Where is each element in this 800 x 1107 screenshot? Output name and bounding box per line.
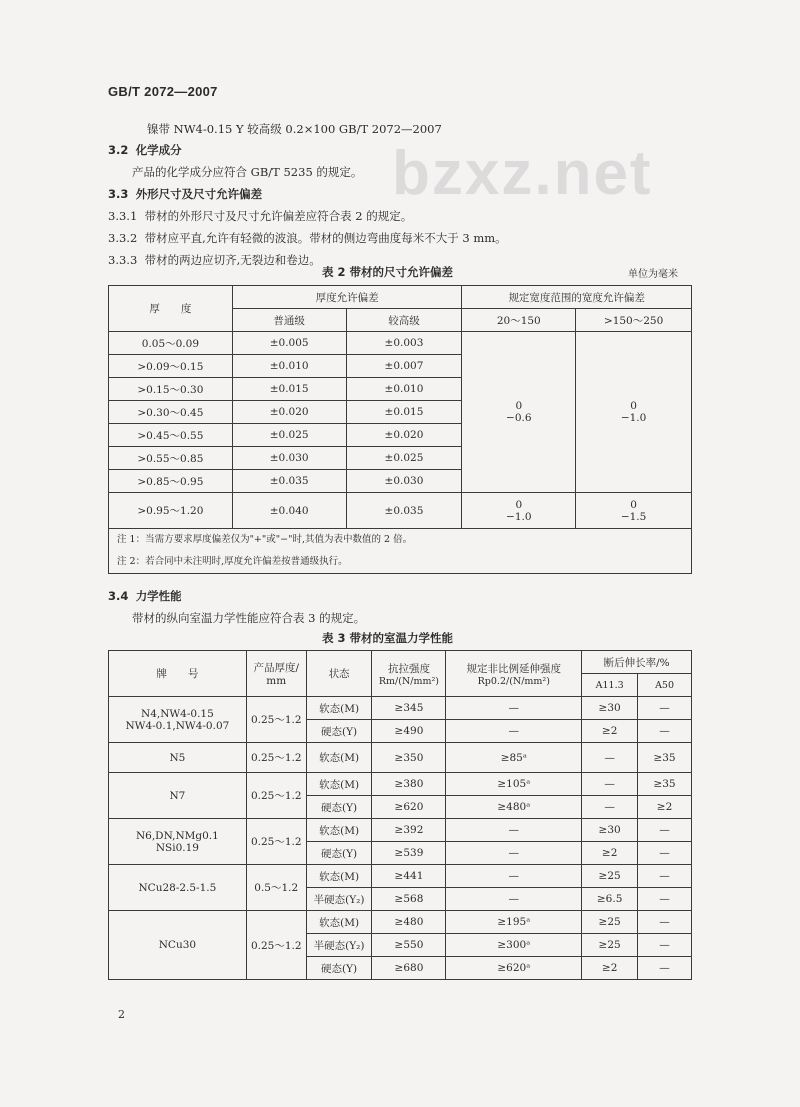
- t3-header-a50: A50: [638, 674, 692, 697]
- t3-grade-3: N7: [109, 773, 247, 819]
- t2-cell: ±0.030: [346, 470, 462, 493]
- table-3: [108, 650, 692, 980]
- t3-cell: 软态(M): [306, 819, 372, 842]
- table-row: [109, 697, 692, 720]
- t3-cell: —: [638, 865, 692, 888]
- section-3-3-2: 3.3.2 带材应平直,允许有轻微的波浪。带材的侧边弯曲度每米不大于 3 mm。: [108, 231, 507, 245]
- t3-cell: ≥195ᵃ: [446, 911, 582, 934]
- t2-header-w1: 20～150: [462, 309, 576, 332]
- t3-cell: —: [638, 911, 692, 934]
- t3-cell: —: [446, 842, 582, 865]
- t3-cell: —: [638, 697, 692, 720]
- t2-cell: >0.95～1.20: [109, 493, 233, 529]
- section-3-4-heading: 3.4 力学性能: [108, 589, 182, 603]
- t3-cell: ≥105ᵃ: [446, 773, 582, 796]
- t2-header-thick-tol: 厚度允许偏差: [232, 286, 462, 309]
- t3-cell: ≥85ᵃ: [446, 743, 582, 773]
- t3-cell: —: [446, 819, 582, 842]
- t3-cell: —: [446, 888, 582, 911]
- t3-thick-4: 0.25～1.2: [246, 819, 306, 865]
- t3-cell: —: [638, 957, 692, 980]
- t3-cell: ≥620ᵃ: [446, 957, 582, 980]
- t3-cell: ≥550: [372, 934, 446, 957]
- t2-header-normal: 普通级: [232, 309, 346, 332]
- t3-cell: —: [582, 773, 638, 796]
- t2-cell: ±0.015: [232, 378, 346, 401]
- t3-cell: ≥300ᵃ: [446, 934, 582, 957]
- table-3-caption: 表 3 带材的室温力学性能: [322, 631, 454, 645]
- t3-cell: ≥35: [638, 743, 692, 773]
- t3-cell: —: [638, 888, 692, 911]
- t3-cell: —: [638, 819, 692, 842]
- t3-header-grade: 牌 号: [109, 651, 247, 697]
- t2-cell: >0.09～0.15: [109, 355, 233, 378]
- t3-cell: 半硬态(Y₂): [306, 934, 372, 957]
- t3-cell: ≥568: [372, 888, 446, 911]
- document-header: GB/T 2072—2007: [108, 84, 218, 99]
- t2-cell: ±0.035: [346, 493, 462, 529]
- t3-cell: ≥680: [372, 957, 446, 980]
- marking-example: 镍带 NW4-0.15 Y 较高级 0.2×100 GB/T 2072—2007: [147, 122, 442, 136]
- section-3-3-3: 3.3.3 带材的两边应切齐,无裂边和卷边。: [108, 253, 321, 267]
- t2-cell: ±0.040: [232, 493, 346, 529]
- t3-cell: ≥620: [372, 796, 446, 819]
- t2-header-higher: 较高级: [346, 309, 462, 332]
- t3-header-elongation: 断后伸长率/%: [582, 651, 692, 674]
- t3-thick-2: 0.25～1.2: [246, 743, 306, 773]
- t2-cell: >0.45～0.55: [109, 424, 233, 447]
- t2-cell: ±0.005: [232, 332, 346, 355]
- t2-header-w2: >150～250: [576, 309, 692, 332]
- watermark: bzxz.net: [392, 139, 653, 208]
- t3-cell: ≥345: [372, 697, 446, 720]
- t2-cell: ±0.020: [232, 401, 346, 424]
- t3-grade-5: NCu28-2.5-1.5: [109, 865, 247, 911]
- t2-header-thickness: 厚 度: [109, 286, 233, 332]
- t3-thick-1: 0.25～1.2: [246, 697, 306, 743]
- t2-cell: ±0.007: [346, 355, 462, 378]
- t2-header-width-tol: 规定宽度范围的宽度允许偏差: [462, 286, 692, 309]
- t3-cell: 半硬态(Y₂): [306, 888, 372, 911]
- section-3-3-heading: 3.3 外形尺寸及尺寸允许偏差: [108, 187, 263, 201]
- t2-notes: 注 1：当需方要求厚度偏差仅为"+"或"−"时,其值为表中数值的 2 倍。 注 2：若合同中未注明时,厚度允许偏差按普通级执行。: [109, 529, 692, 574]
- t3-cell: ≥480: [372, 911, 446, 934]
- t3-cell: 硬态(Y): [306, 796, 372, 819]
- t2-cell: ±0.020: [346, 424, 462, 447]
- t2-cell: ±0.010: [232, 355, 346, 378]
- section-3-2-text: 产品的化学成分应符合 GB/T 5235 的规定。: [132, 165, 363, 179]
- t3-cell: ≥2: [582, 842, 638, 865]
- t3-cell: ≥480ᵃ: [446, 796, 582, 819]
- t2-cell: ±0.010: [346, 378, 462, 401]
- t2-cell: 0.05～0.09: [109, 332, 233, 355]
- t3-grade-4: N6,DN,NMg0.1 NSi0.19: [109, 819, 247, 865]
- t3-cell: —: [446, 720, 582, 743]
- t3-cell: ≥2: [638, 796, 692, 819]
- t2-w2-group-b: 0 −1.5: [576, 493, 692, 529]
- t3-thick-5: 0.5～1.2: [246, 865, 306, 911]
- t2-w1-group-a: 0 −0.6: [462, 332, 576, 493]
- t3-cell: 硬态(Y): [306, 957, 372, 980]
- section-3-4-text: 带材的纵向室温力学性能应符合表 3 的规定。: [132, 611, 366, 625]
- table-row: [109, 332, 692, 355]
- t2-cell: >0.55～0.85: [109, 447, 233, 470]
- t3-cell: ≥30: [582, 697, 638, 720]
- t2-cell: ±0.015: [346, 401, 462, 424]
- t3-cell: ≥25: [582, 865, 638, 888]
- table-row: [109, 911, 692, 934]
- t2-cell: ±0.030: [232, 447, 346, 470]
- t3-grade-6: NCu30: [109, 911, 247, 980]
- t2-cell: >0.85～0.95: [109, 470, 233, 493]
- t3-cell: ≥392: [372, 819, 446, 842]
- table-2-caption: 表 2 带材的尺寸允许偏差: [322, 265, 454, 279]
- t3-cell: 软态(M): [306, 911, 372, 934]
- t3-grade-2: N5: [109, 743, 247, 773]
- t3-cell: —: [638, 720, 692, 743]
- t3-cell: ≥539: [372, 842, 446, 865]
- t3-header-a113: A11.3: [582, 674, 638, 697]
- page-number: 2: [118, 1008, 125, 1021]
- t2-cell: ±0.003: [346, 332, 462, 355]
- t3-thick-3: 0.25～1.2: [246, 773, 306, 819]
- t3-cell: ≥441: [372, 865, 446, 888]
- t3-header-thickness: 产品厚度/ mm: [246, 651, 306, 697]
- t3-cell: ≥490: [372, 720, 446, 743]
- t2-cell: ±0.035: [232, 470, 346, 493]
- t3-cell: 软态(M): [306, 773, 372, 796]
- t2-w2-group-a: 0 −1.0: [576, 332, 692, 493]
- t3-thick-6: 0.25～1.2: [246, 911, 306, 980]
- t3-cell: 硬态(Y): [306, 720, 372, 743]
- t3-cell: —: [446, 865, 582, 888]
- t2-cell: >0.30～0.45: [109, 401, 233, 424]
- t3-cell: —: [582, 796, 638, 819]
- t2-cell: ±0.025: [346, 447, 462, 470]
- t3-cell: 软态(M): [306, 697, 372, 720]
- t3-cell: ≥25: [582, 911, 638, 934]
- t3-cell: —: [582, 743, 638, 773]
- t3-cell: —: [446, 697, 582, 720]
- t3-cell: ≥25: [582, 934, 638, 957]
- t3-cell: —: [638, 934, 692, 957]
- t3-cell: 软态(M): [306, 743, 372, 773]
- t3-cell: ≥2: [582, 957, 638, 980]
- t3-grade-1: N4,NW4-0.15 NW4-0.1,NW4-0.07: [109, 697, 247, 743]
- t3-cell: ≥2: [582, 720, 638, 743]
- t3-cell: ≥380: [372, 773, 446, 796]
- section-3-2-heading: 3.2 化学成分: [108, 143, 182, 157]
- t3-header-rp: 规定非比例延伸强度 Rp0.2/(N/mm²): [446, 651, 582, 697]
- table-row: [109, 819, 692, 842]
- t3-cell: 软态(M): [306, 865, 372, 888]
- t3-header-rm: 抗拉强度 Rm/(N/mm²): [372, 651, 446, 697]
- t2-cell: ±0.025: [232, 424, 346, 447]
- t2-cell: >0.15～0.30: [109, 378, 233, 401]
- t3-cell: 硬态(Y): [306, 842, 372, 865]
- t3-cell: ≥6.5: [582, 888, 638, 911]
- section-3-3-1: 3.3.1 带材的外形尺寸及尺寸允许偏差应符合表 2 的规定。: [108, 209, 413, 223]
- t2-w1-group-b: 0 −1.0: [462, 493, 576, 529]
- table-row: [109, 743, 692, 773]
- t3-cell: —: [638, 842, 692, 865]
- table-2: [108, 285, 692, 574]
- table-row: [109, 773, 692, 796]
- t3-header-state: 状态: [306, 651, 372, 697]
- table-row: [109, 493, 692, 529]
- t3-cell: ≥35: [638, 773, 692, 796]
- t3-cell: ≥30: [582, 819, 638, 842]
- table-row: [109, 865, 692, 888]
- t3-cell: ≥350: [372, 743, 446, 773]
- table-2-unit: 单位为毫米: [628, 269, 678, 280]
